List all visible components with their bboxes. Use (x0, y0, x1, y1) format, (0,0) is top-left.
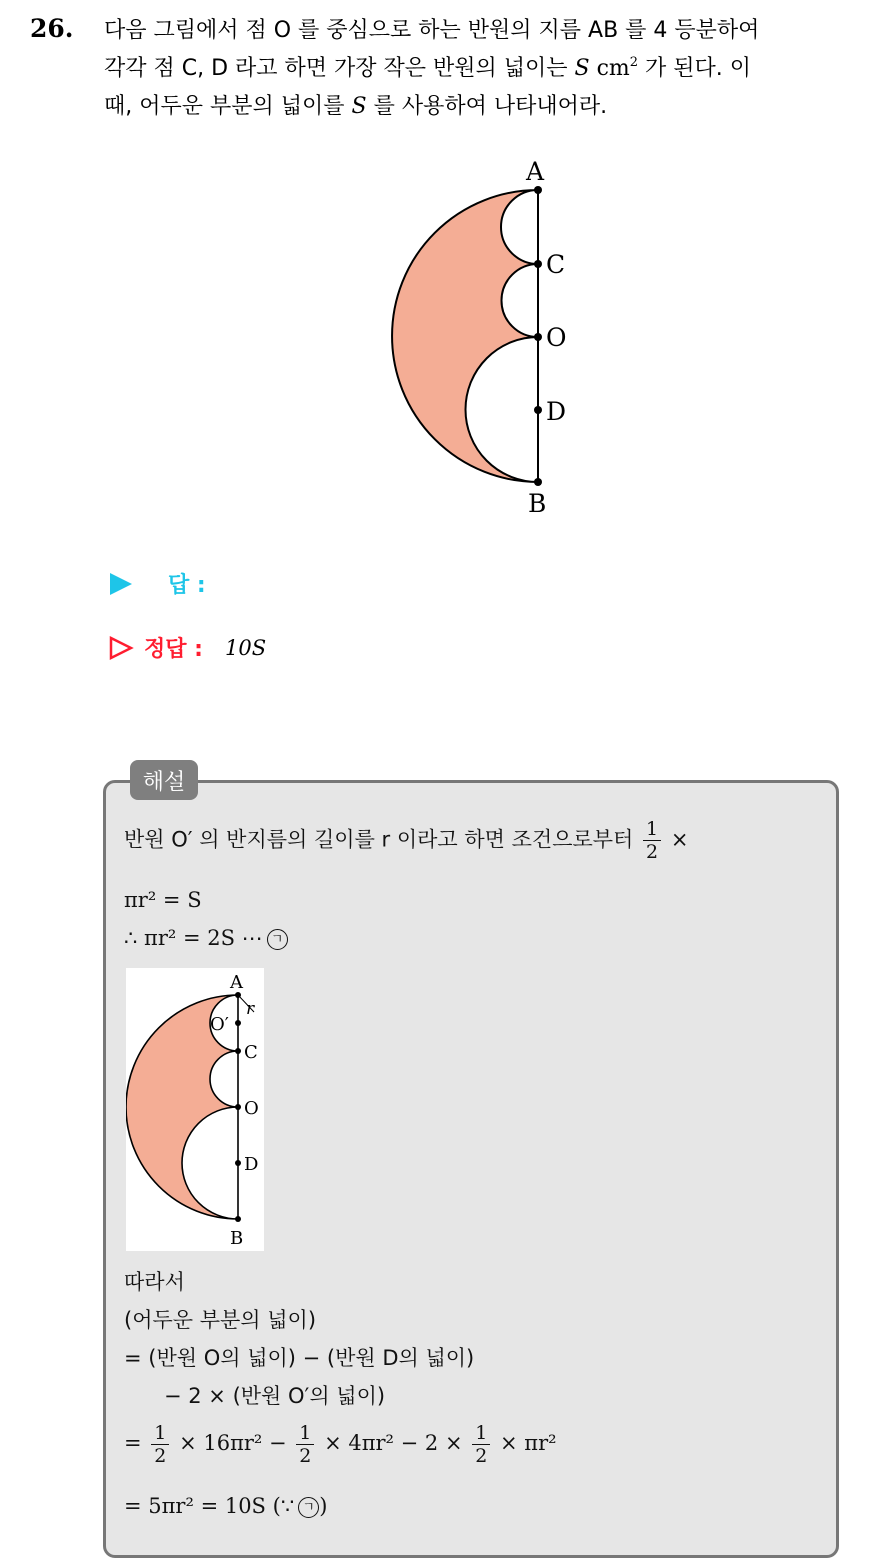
question-line-3: 때, 어두운 부분의 넓이를 S 를 사용하여 나타내어라. (104, 94, 608, 119)
label-C-small: C (244, 1042, 258, 1063)
point-D-small (235, 1160, 241, 1166)
question-line-1: 다음 그림에서 점 O 를 중심으로 하는 반원의 지름 AB 를 4 등분하여 (104, 18, 760, 43)
point-D (534, 406, 542, 414)
label-O-small: O (244, 1098, 259, 1119)
explanation-figure (126, 968, 264, 1251)
question-line-2: 각각 점 C, D 라고 하면 가장 작은 반원의 넓이는 S $cm^2$ 가 된다. 이 (104, 55, 752, 81)
point-Oprime (235, 1020, 241, 1026)
exp-line-9: = 5πr² = 10S (∵ ㄱ ) (124, 1494, 328, 1518)
correct-answer-row (108, 632, 266, 663)
question-text (104, 12, 864, 126)
exp-line-6: = (반원 O의 넓이) − (반원 D의 넓이) (124, 1346, 475, 1370)
point-A (534, 186, 542, 194)
answer-label: 답 : (168, 573, 206, 598)
label-D-small: D (244, 1154, 259, 1175)
exp-line-5: (어두운 부분의 넓이) (124, 1308, 317, 1332)
answer-blank-row (108, 568, 206, 599)
point-O-small (235, 1104, 241, 1110)
point-O (534, 333, 542, 341)
triangle-outline-icon (108, 635, 134, 661)
point-C (534, 260, 542, 268)
correct-answer-label: 정답 : (144, 637, 203, 662)
label-D: D (546, 397, 567, 426)
label-C: C (546, 250, 566, 279)
exp-line-3: ∴ πr² = 2S ⋯ ㄱ (124, 926, 288, 950)
label-A: A (526, 157, 545, 186)
exp-line-4: 따라서 (124, 1270, 185, 1294)
exp-line-7: − 2 × (반원 O′의 넓이) (164, 1384, 386, 1408)
correct-answer-value: 10S (224, 635, 267, 660)
label-A-small: A (230, 972, 243, 993)
exp-line-8: = $\frac{1}{2}$ × 16πr² − $\frac{1}{2}$ × 4πr² − 2 × $\frac{1}{2}$ × πr² (124, 1422, 557, 1467)
fraction: $\frac{1}{2}$ (643, 818, 661, 863)
label-B-small: B (230, 1228, 244, 1249)
label-O: O (546, 323, 567, 352)
semicircle-figure (380, 150, 600, 525)
label-Oprime: O′ (210, 1014, 229, 1035)
point-C-small (235, 1048, 241, 1054)
triangle-filled-icon (108, 571, 134, 597)
question-number: 26. (30, 14, 74, 43)
exp-line-1: 반원 O′ 의 반지름의 길이를 r 이라고 하면 조건으로부터 $\frac{1}{2}$ × (124, 818, 689, 863)
shaded-region (392, 190, 538, 482)
circled-label: ㄱ (267, 929, 288, 950)
label-r: r (246, 999, 255, 1019)
label-B: B (528, 489, 547, 518)
exp-line-2: πr² = S (124, 888, 202, 912)
point-B-small (235, 1216, 241, 1222)
point-B (534, 478, 542, 486)
explanation-tag: 해설 (130, 760, 198, 800)
